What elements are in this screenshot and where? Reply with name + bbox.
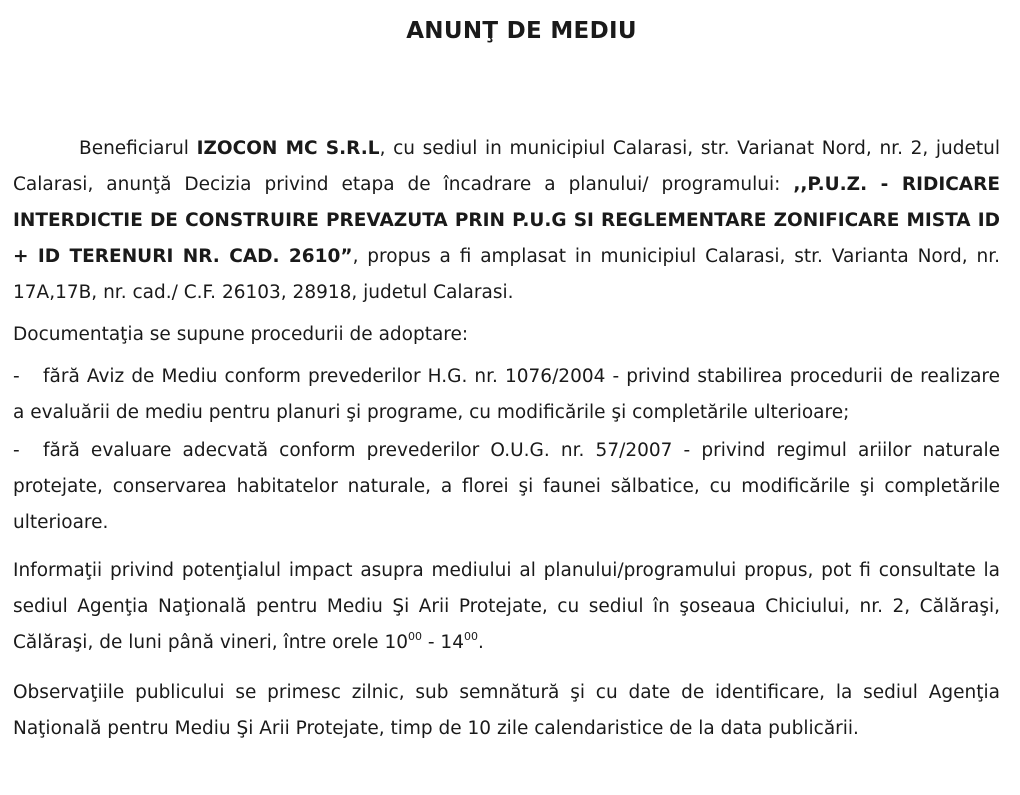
hour-start: 10 [384, 632, 408, 653]
list-item [13, 433, 1000, 541]
list-item-text: fără Aviz de Mediu conform prevederilor H.G. nr. 1076/2004 - privind stabilirea procedurii de realizare a evaluării de mediu pentru planuri şi programe, cu modificările şi completările ulterioare; [13, 366, 1000, 423]
hour-end: 14 [440, 632, 464, 653]
beneficiary-paragraph [13, 131, 1000, 311]
beneficiary-details: , cu sediul in municipiul Calarasi, str. Varianat Nord, nr. 2, judetul Calarasi, anunţă Decizia privind etapa de încadrare a planului/ programului: [13, 138, 1000, 195]
project-name: ,,P.U.Z. - RIDICARE INTERDICTIE DE CONSTRUIRE PREVAZUTA PRIN P.U.G SI REGLEMENTARE ZONIFICARE MISTA ID + ID TERENURI NR. CAD. 2610” [13, 174, 1000, 267]
company-name: IZOCON MC S.R.L [196, 138, 380, 159]
list-dash: - [13, 440, 20, 461]
information-paragraph [13, 553, 1000, 661]
hour-separator: - [421, 632, 441, 653]
beneficiary-intro: Beneficiarul [79, 138, 197, 159]
list-item-text: fără evaluare adecvată conform prevederilor O.U.G. nr. 57/2007 - privind regimul ariilor naturale protejate, conservarea habitatelor naturale, a florei şi faunei sălbatice, cu modificările şi completările ulterioare. [13, 440, 1000, 533]
hour-end-minutes: 00 [463, 630, 478, 643]
location-details: , propus a fi amplasat in municipiul Calarasi, str. Varianta Nord, nr. 17A,17B, nr. cad./ C.F. 26103, 28918, judetul Calarasi. [13, 246, 1001, 303]
hour-start-minutes: 00 [407, 630, 422, 643]
observations-paragraph: Observaţiile publicului se primesc zilnic, sub semnătură şi cu date de identificare, la sediul Agenţia Naţională pentru Mediu Şi Arii Protejate, timp de 10 zile calendaristice de la data publicării. [13, 682, 1000, 739]
procedure-paragraph: Documentaţia se supune procedurii de adoptare: [13, 324, 469, 345]
document-title: ANUNŢ DE MEDIU [406, 18, 637, 44]
information-end: . [477, 632, 484, 653]
list-item [13, 359, 1000, 431]
list-dash: - [13, 366, 20, 387]
information-text: Informaţii privind potenţialul impact asupra mediului al planului/programului propus, pot fi consultate la sediul Agenţia Naţională pentru Mediu Şi Arii Protejate, cu sediul în şoseaua Chiciului, nr. 2, Călăraşi, Călăraşi, de luni până vineri, între orele [13, 560, 1000, 653]
